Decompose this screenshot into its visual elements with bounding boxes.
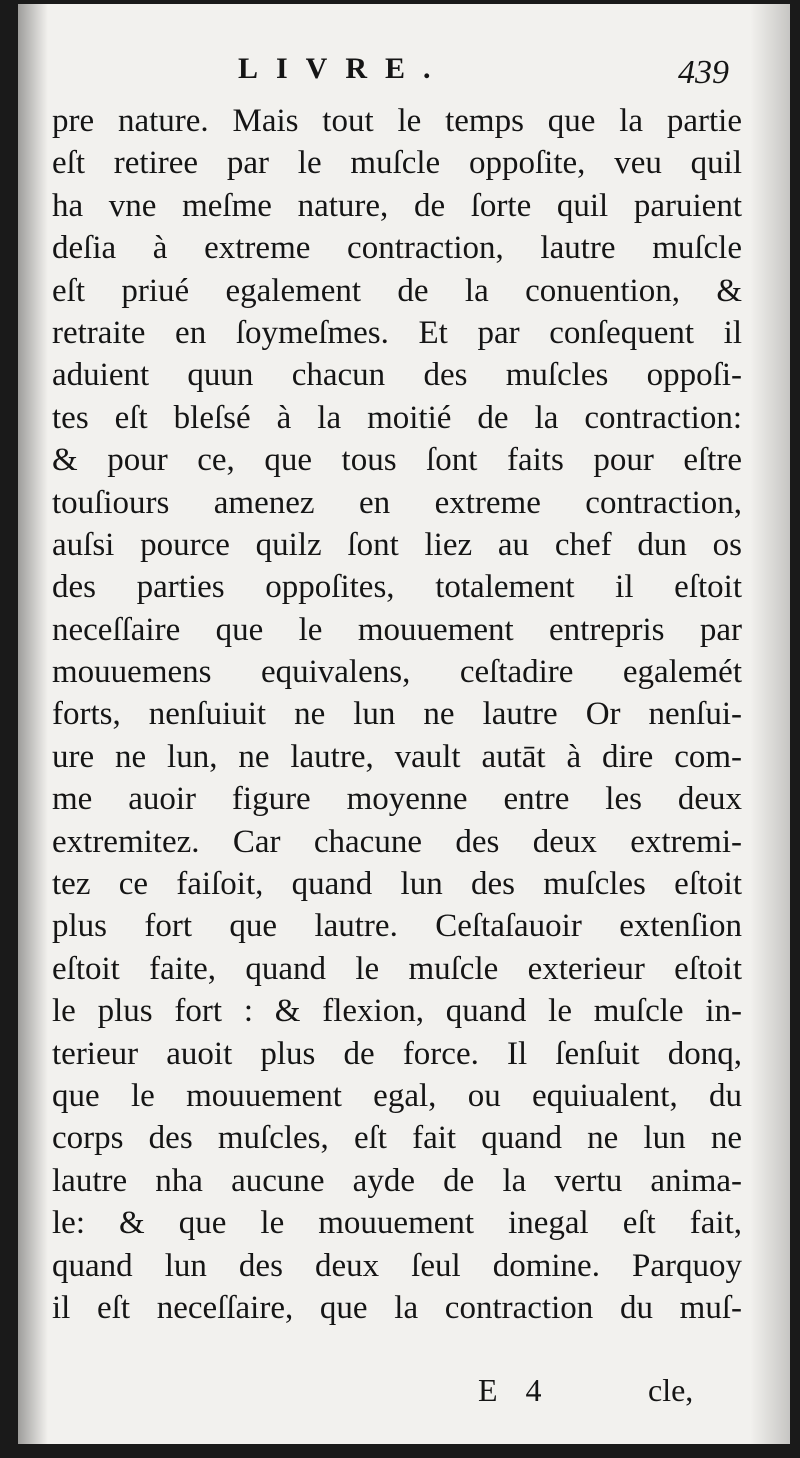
running-head bbox=[18, 52, 790, 92]
text-line: plus fort que lautre. Ceſtaſauoir extenſion bbox=[52, 908, 742, 945]
text-line: forts, nenſuiuit ne lun ne lautre Or nenſui- bbox=[52, 696, 742, 733]
text-line: & pour ce, que tous ſont faits pour eſtre bbox=[52, 442, 742, 479]
text-line: lautre nha aucune ayde de la vertu anima- bbox=[52, 1162, 742, 1199]
text-line: il eſt neceſſaire, que la contraction du muſ- bbox=[52, 1289, 742, 1326]
text-line: quand lun des deux ſeul domine. Parquoy bbox=[52, 1247, 742, 1284]
text-line: terieur auoit plus de force. Il ſenſuit donq, bbox=[52, 1035, 742, 1072]
text-line: auſsi pource quilz ſont liez au chef dun os bbox=[52, 526, 742, 563]
text-line: tes eſt bleſsé à la moitié de la contraction: bbox=[52, 399, 742, 436]
edge-shadow bbox=[750, 4, 790, 1444]
text-line: extremitez. Car chacune des deux extremi- bbox=[52, 823, 742, 860]
text-line: mouuemens equivalens, ceſtadire egalemét bbox=[52, 654, 742, 691]
text-line: que le mouuement egal, ou equiualent, du bbox=[52, 1077, 742, 1114]
text-line: tez ce faiſoit, quand lun des muſcles eſtoit bbox=[52, 866, 742, 903]
text-line: deſia à extreme contraction, lautre muſcle bbox=[52, 230, 742, 267]
text-line: eſt priué egalement de la conuention, & bbox=[52, 272, 742, 309]
text-line: touſiours amenez en extreme contraction, bbox=[52, 484, 742, 521]
page-number: 439 bbox=[678, 54, 729, 91]
signature-mark: E 4 bbox=[478, 1372, 552, 1408]
text-line: corps des muſcles, eſt fait quand ne lun ne bbox=[52, 1120, 742, 1157]
text-line: ure ne lun, ne lautre, vault autāt à dire com- bbox=[52, 738, 742, 775]
text-line: ha vne meſme nature, de ſorte quil paruient bbox=[52, 187, 742, 224]
page-footer bbox=[18, 1372, 790, 1416]
body-text bbox=[52, 100, 742, 1329]
text-line: le: & que le mouuement inegal eſt fait, bbox=[52, 1205, 742, 1242]
book-page bbox=[18, 4, 790, 1444]
text-line: aduient quun chacun des muſcles oppoſi- bbox=[52, 357, 742, 394]
text-line: retraite en ſoymeſmes. Et par conſequent il bbox=[52, 314, 742, 351]
running-title: LIVRE. bbox=[238, 52, 449, 85]
text-line: eſt retiree par le muſcle oppoſite, veu quil bbox=[52, 145, 742, 182]
text-line: neceſſaire que le mouuement entrepris par bbox=[52, 611, 742, 648]
text-line: le plus fort : & flexion, quand le muſcle in- bbox=[52, 993, 742, 1030]
text-line: des parties oppoſites, totalement il eſtoit bbox=[52, 569, 742, 606]
gutter-shadow bbox=[18, 4, 48, 1444]
text-line: me auoir figure moyenne entre les deux bbox=[52, 781, 742, 818]
text-line: pre nature. Mais tout le temps que la partie bbox=[52, 103, 742, 139]
text-line: eſtoit faite, quand le muſcle exterieur eſtoit bbox=[52, 950, 742, 987]
catchword: cle, bbox=[648, 1372, 694, 1408]
